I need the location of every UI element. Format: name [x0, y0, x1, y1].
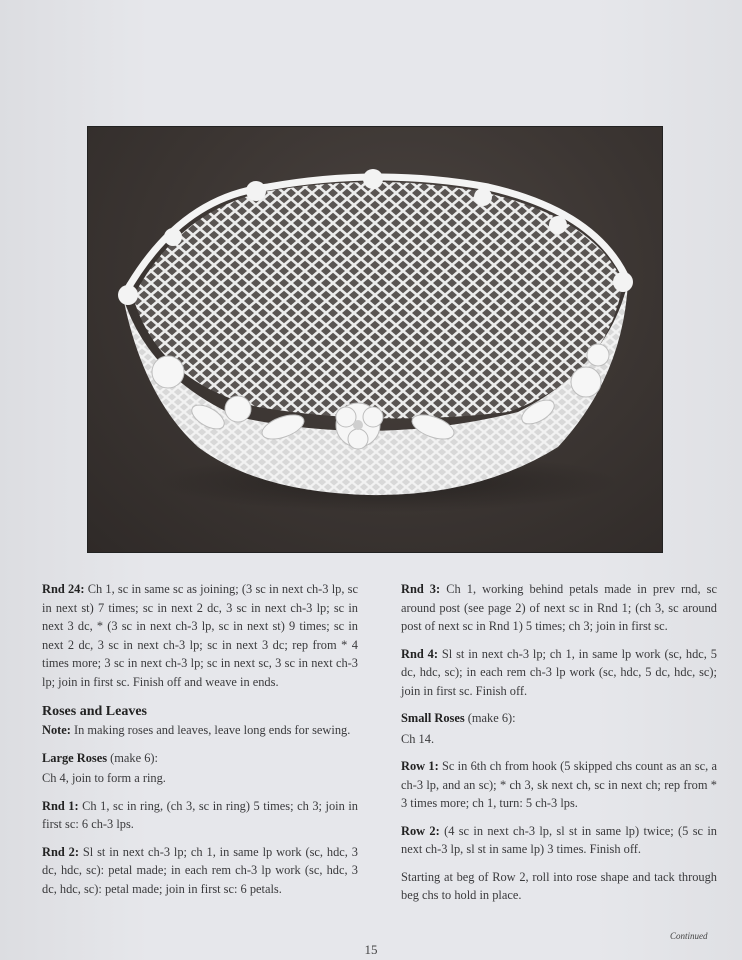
small-roses-label: Small Roses [401, 711, 465, 725]
rnd-4-text: Sl st in next ch-3 lp; ch 1, in same lp work (sc, hdc, 5 dc, hdc, sc); in each rem ch-3 lp work (sc, hdc, 5 dc, hdc, sc); join in first sc. Finish off. [401, 646, 717, 698]
rnd-4-label: Rnd 4: [401, 646, 438, 661]
note-paragraph [42, 721, 358, 740]
rnd-2-instruction [42, 843, 358, 899]
rnd-1-text: Ch 1, sc in ring, (ch 3, sc in ring) 5 times; ch 3; join in first sc: 6 ch-3 lps. [42, 798, 358, 831]
finishing-instruction: Starting at beg of Row 2, roll into rose shape and tack through beg chs to hold in place. [401, 869, 717, 902]
crochet-bowl-illustration [88, 127, 662, 552]
rnd-2-text: Sl st in next ch-3 lp; ch 1, in same lp work (sc, hdc, 3 dc, hdc, sc): petal made; in each rem ch-3 lp work (sc, hdc, 3 dc, hdc, sc): petal made; join in first sc: 6 petals. [42, 844, 358, 896]
rnd-1-instruction [42, 797, 358, 834]
large-roses-start: Ch 4, join to form a ring. [42, 771, 166, 785]
row-2-text: (4 sc in next ch-3 lp, sl st in same lp) twice; (5 sc in next ch-3 lp, sl st in same lp) 3 times. Finish off. [401, 823, 717, 856]
large-roses-label: Large Roses [42, 750, 108, 765]
right-column [401, 580, 717, 914]
rnd-4-instruction [401, 645, 717, 701]
large-roses-quantity: (make 6): [107, 750, 158, 765]
row-1-text: Sc in 6th ch from hook (5 skipped chs count as an sc, a ch-3 lp, and an sc); * ch 3, sk next ch, sc in next ch; rep from * 3 times more; ch 1, turn: 5 ch-3 lps. [401, 759, 717, 810]
row-2-label: Row 2: [401, 823, 440, 838]
section-heading-roses-and-leaves: Roses and Leaves [42, 704, 148, 719]
rnd-3-text: Ch 1, working behind petals made in prev rnd, sc around post (see page 2) of next sc in Rnd 1; (ch 3, sc around post of next sc in Rnd 1) 5 times; ch 3; join in first sc. [401, 582, 718, 633]
rnd-1-label: Rnd 1: [42, 798, 79, 813]
rnd-24-instruction [42, 580, 358, 691]
page-number: 15 [364, 942, 378, 957]
large-roses-heading [42, 749, 358, 768]
row-1-instruction [401, 757, 717, 813]
row-1-label: Row 1: [401, 759, 439, 773]
small-roses-quantity: (make 6): [464, 711, 516, 725]
rnd-3-label: Rnd 3: [401, 582, 441, 596]
rnd-24-text: Ch 1, sc in same sc as joining; (3 sc in next ch-3 lp, sc in next st) 7 times; sc in next 2 dc, 3 sc in next ch-3 lp; sc in next 3 dc, * (3 sc in next ch-3 lp, sc in next st) 9 times; sc in next 2 dc, 3 sc in next ch-3 lp; sc in next 3 dc; rep from * 4 times more; 3 sc in next ch-3 lp; sc in next sc, 3 sc in next ch-3 lp; join in first sc. Finish off and weave in ends. [42, 582, 358, 689]
left-column [42, 580, 358, 907]
rnd-2-label: Rnd 2: [42, 844, 79, 859]
crochet-bowl-photo [87, 126, 663, 553]
small-roses-start: Ch 14. [401, 731, 435, 746]
small-roses-heading [401, 709, 717, 728]
rnd-3-instruction [401, 580, 717, 636]
rnd-24-label: Rnd 24: [42, 582, 85, 596]
continued-note: Continued [670, 931, 708, 941]
row-2-instruction [401, 822, 717, 859]
note-text: In making roses and leaves, leave long ends for sewing. [70, 723, 351, 737]
note-label: Note: [42, 723, 71, 737]
